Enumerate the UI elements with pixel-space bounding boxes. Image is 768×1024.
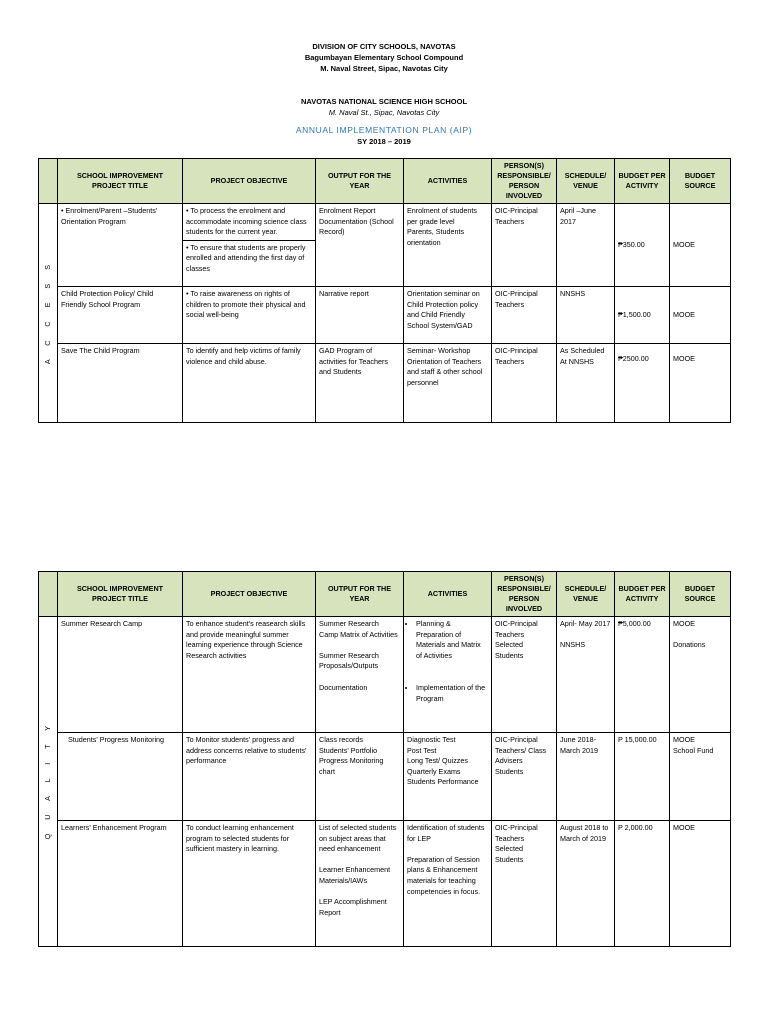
schedule: April –June 2017 — [557, 204, 615, 287]
project-title: Learners' Enhancement Program — [58, 821, 183, 947]
plan-title: ANNUAL IMPLEMENTATION PLAN (AIP) — [295, 125, 473, 135]
table-row — [39, 287, 731, 344]
budget-source: MOOE — [670, 344, 731, 423]
activities: Diagnostic Test Post Test Long Test/ Quizzes Quarterly Exams Students Performance — [404, 733, 492, 821]
header-corner — [39, 159, 58, 204]
budget: P 2,000.00 — [615, 821, 670, 947]
header-schedule: SCHEDULE/ VENUE — [557, 572, 615, 617]
project-objective — [183, 204, 316, 287]
project-objective: To identify and help victims of family violence and child abuse. — [183, 344, 316, 423]
budget-source: MOOE School Fund — [670, 733, 731, 821]
school-address: M. Naval St., Sipac, Navotas City — [328, 108, 440, 117]
output: Class records Students' Portfolio Progress Monitoring chart — [316, 733, 404, 821]
school-compound: Bagumbayan Elementary School Compound — [304, 53, 464, 62]
header-budget: BUDGET PER ACTIVITY — [615, 159, 670, 204]
activities: Identification of students for LEP Preparation of Session plans & Enhancement materials for teaching competencies in focus. — [404, 821, 492, 947]
section-label-access: A C C E S S — [39, 204, 58, 423]
header-source: BUDGET SOURCE — [670, 572, 731, 617]
objective-part: • To ensure that students are properly enrolled and attending the first day of classes — [183, 240, 315, 277]
persons: OIC-Principal Teachers — [492, 287, 557, 344]
output: Narrative report — [316, 287, 404, 344]
school-name: NAVOTAS NATIONAL SCIENCE HIGH SCHOOL — [300, 97, 468, 106]
aip-table-quality — [38, 571, 731, 947]
table-row — [39, 821, 731, 947]
division-name: DIVISION OF CITY SCHOOLS, NAVOTAS — [312, 42, 456, 51]
header-output: OUTPUT FOR THE YEAR — [316, 159, 404, 204]
output: GAD Program of activities for Teachers and Students — [316, 344, 404, 423]
persons: OIC-Principal Teachers/ Class Advisers Students — [492, 733, 557, 821]
table-header-row — [39, 159, 731, 204]
budget-source: MOOE — [670, 821, 731, 947]
schedule: June 2018- March 2019 — [557, 733, 615, 821]
persons: OIC-Principal Teachers — [492, 204, 557, 287]
activity-item: • Planning & Preparation of Materials and Matrix of Activities — [416, 619, 488, 661]
persons: OIC-Principal Teachers Selected Students — [492, 617, 557, 733]
header-project-objective: PROJECT OBJECTIVE — [183, 159, 316, 204]
table-row — [39, 204, 731, 287]
header-persons: PERSON(S) RESPONSIBLE/ PERSON INVOLVED — [492, 159, 557, 204]
activity-item: • Implementation of the Program — [416, 683, 488, 704]
schedule: As Scheduled At NNSHS — [557, 344, 615, 423]
header-activities: ACTIVITIES — [404, 572, 492, 617]
objective-part: • To process the enrolment and accommodate incoming science class students for the current year. — [186, 206, 307, 237]
output: Summer Research Camp Matrix of Activities Summer Research Proposals/Outputs Documentation — [316, 617, 404, 733]
budget: P 15,000.00 — [615, 733, 670, 821]
budget-source: MOOE — [670, 204, 731, 287]
header-project-title: SCHOOL IMPROVEMENT PROJECT TITLE — [58, 159, 183, 204]
schedule: August 2018 to March of 2019 — [557, 821, 615, 947]
header-activities: ACTIVITIES — [404, 159, 492, 204]
budget: ₱2500.00 — [615, 344, 670, 423]
project-objective: • To raise awareness on rights of children to promote their physical and social well-being — [183, 287, 316, 344]
output: List of selected students on subject areas that need enhancement Learner Enhancement Materials/IAWs LEP Accomplishment Report — [316, 821, 404, 947]
project-title: Summer Research Camp — [58, 617, 183, 733]
budget: ₱350.00 — [615, 204, 670, 287]
output: Enrolment Report Documentation (School Record) — [316, 204, 404, 287]
aip-table-access — [38, 158, 731, 423]
header-schedule: SCHEDULE/ VENUE — [557, 159, 615, 204]
section-label-quality: Q U A L I T Y — [39, 617, 58, 947]
header-project-objective: PROJECT OBJECTIVE — [183, 572, 316, 617]
table-row — [39, 344, 731, 423]
header-budget: BUDGET PER ACTIVITY — [615, 572, 670, 617]
schedule: April- May 2017 NNSHS — [557, 617, 615, 733]
persons: OIC-Principal Teachers — [492, 344, 557, 423]
budget: ₱1,500.00 — [615, 287, 670, 344]
project-objective: To conduct learning enhancement program to selected students for sufficient mastery in learning. — [183, 821, 316, 947]
school-year: SY 2018 – 2019 — [357, 137, 411, 146]
activities — [404, 617, 492, 733]
table-row — [39, 733, 731, 821]
header-corner — [39, 572, 58, 617]
header-output: OUTPUT FOR THE YEAR — [316, 572, 404, 617]
project-title: Students' Progress Monitoring — [58, 733, 183, 821]
project-objective: To Monitor students' progress and address concerns relative to students' performance — [183, 733, 316, 821]
budget-source: MOOE Donations — [670, 617, 731, 733]
persons: OIC-Principal Teachers Selected Students — [492, 821, 557, 947]
activities: Enrolment of students per grade level Parents, Students orientation — [404, 204, 492, 287]
activities: Orientation seminar on Child Protection policy and Child Friendly School System/GAD — [404, 287, 492, 344]
budget: ₱5,000.00 — [615, 617, 670, 733]
project-title: Save The Child Program — [58, 344, 183, 423]
header-persons: PERSON(S) RESPONSIBLE/ PERSON INVOLVED — [492, 572, 557, 617]
project-title: Child Protection Policy/ Child Friendly School Program — [58, 287, 183, 344]
project-objective: To enhance student's reasearch skills and provide meaningful summer learning experience through Science Research activities — [183, 617, 316, 733]
table-row — [39, 617, 731, 733]
header-project-title: SCHOOL IMPROVEMENT PROJECT TITLE — [58, 572, 183, 617]
activities: Seminar- Workshop Orientation of Teachers and staff & other school personnel — [404, 344, 492, 423]
table-header-row — [39, 572, 731, 617]
project-title: • Enrolment/Parent –Students' Orientation Program — [58, 204, 183, 287]
division-address: M. Naval Street, Sipac, Navotas City — [320, 64, 448, 73]
schedule: NNSHS — [557, 287, 615, 344]
budget-source: MOOE — [670, 287, 731, 344]
header-source: BUDGET SOURCE — [670, 159, 731, 204]
